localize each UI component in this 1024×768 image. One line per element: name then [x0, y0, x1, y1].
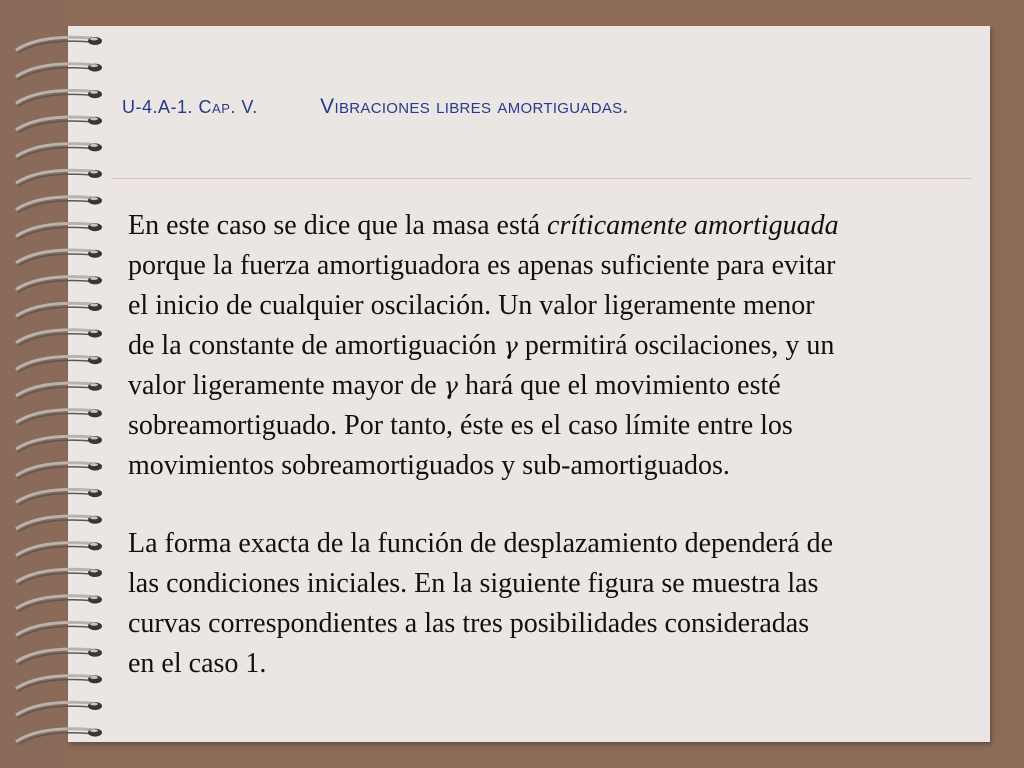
spiral-ring-icon [16, 409, 102, 425]
text-segment: de la constante de amortiguación [128, 330, 504, 361]
spiral-ring-icon [16, 197, 102, 213]
spiral-ring-icon [16, 596, 102, 612]
spiral-ring-icon [16, 170, 102, 186]
emphasis-text: críticamente amortiguada [547, 210, 839, 241]
text-line: La forma exacta de la función de desplazamiento dependerá de [128, 528, 834, 559]
text-line: curvas correspondientes a las tres posibilidades consideradas [128, 608, 810, 639]
text-line: movimientos sobreamortiguados y sub-amortiguados. [128, 450, 730, 481]
text-segment: hará que el movimiento esté [458, 370, 781, 401]
body-text [128, 206, 998, 684]
spiral-ring-icon [16, 64, 102, 80]
spiral-ring-icon [16, 569, 102, 585]
text-line: en el caso 1. [128, 648, 267, 679]
spiral-ring-icon [16, 330, 102, 346]
slide-title: Vibraciones libres amortiguadas. [320, 95, 629, 118]
gamma-symbol: γ [443, 372, 458, 400]
spiral-ring-icon [16, 223, 102, 239]
spiral-ring-icon [16, 37, 102, 53]
spiral-ring-icon [16, 702, 102, 718]
spiral-ring-icon [16, 117, 102, 133]
spiral-ring-icon [16, 729, 102, 745]
text-line [128, 326, 998, 366]
text-line: porque la fuerza amortiguadora es apenas suficiente para evitar [128, 250, 836, 281]
spiral-ring-icon [16, 383, 102, 399]
spiral-ring-icon [16, 250, 102, 266]
spiral-ring-icon [16, 463, 102, 479]
spiral-ring-icon [16, 356, 102, 372]
paragraph-initial-conditions [128, 524, 998, 684]
header-divider [112, 178, 972, 179]
text-line [128, 366, 998, 406]
spiral-ring-icon [16, 649, 102, 665]
text-line [128, 206, 998, 246]
paragraph-critical-damping [128, 206, 998, 486]
spiral-ring-icon [16, 436, 102, 452]
spiral-ring-icon [16, 675, 102, 691]
text-line: el inicio de cualquier oscilación. Un valor ligeramente menor [128, 290, 815, 321]
spiral-ring-icon [16, 276, 102, 292]
spiral-ring-icon [16, 90, 102, 106]
slide-header [122, 95, 629, 125]
chapter-code: U-4.A-1. Cap. V. [122, 97, 258, 117]
spiral-ring-icon [16, 489, 102, 505]
text-line: sobreamortiguado. Por tanto, éste es el caso límite entre los [128, 410, 793, 441]
spiral-ring-icon [16, 303, 102, 319]
text-line: las condiciones iniciales. En la siguiente figura se muestra las [128, 568, 819, 599]
spiral-ring-icon [16, 542, 102, 558]
spiral-ring-icon [16, 516, 102, 532]
text-segment: valor ligeramente mayor de [128, 370, 444, 401]
text-segment: permitirá oscilaciones, y un [517, 330, 835, 361]
spiral-binding [0, 0, 120, 768]
gamma-symbol: γ [503, 332, 518, 360]
text-segment: En este caso se dice que la masa está [128, 210, 548, 241]
spiral-ring-icon [16, 143, 102, 159]
spiral-ring-icon [16, 622, 102, 638]
